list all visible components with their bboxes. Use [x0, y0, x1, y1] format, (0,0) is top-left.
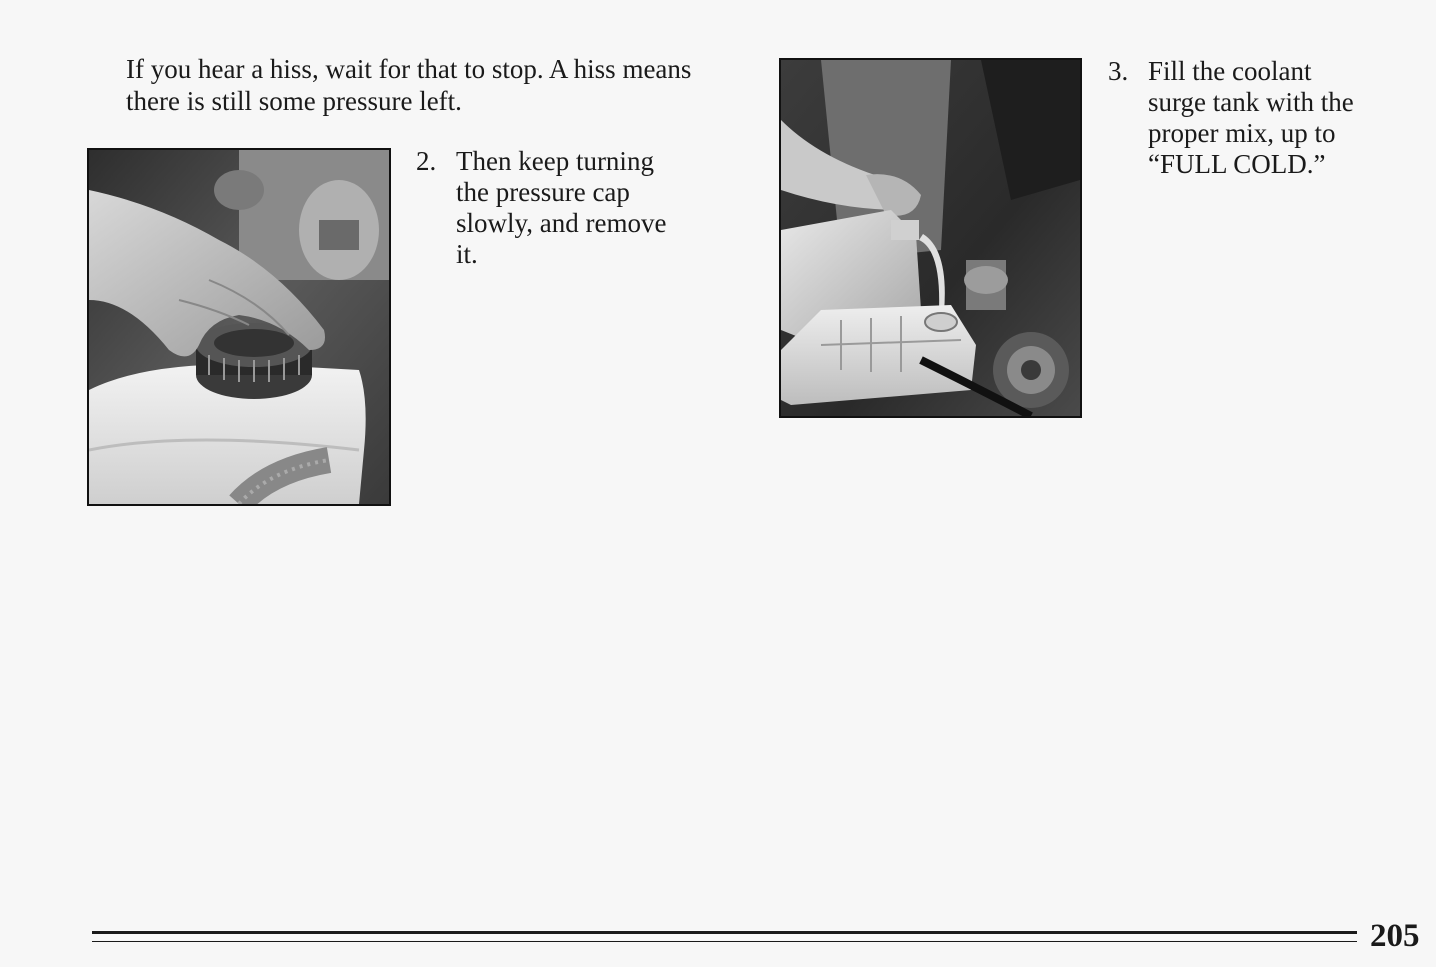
intro-paragraph: If you hear a hiss, wait for that to stop. A hiss means there is still some pressure left.	[126, 54, 692, 116]
fill-coolant-photo	[779, 58, 1082, 418]
page-number: 205	[1370, 918, 1420, 954]
step-2	[416, 146, 716, 276]
step-3-number: 3.	[1108, 56, 1129, 86]
step-2-number: 2.	[416, 146, 437, 176]
step-3-text: Fill the coolant surge tank with the proper mix, up to “FULL COLD.”	[1148, 56, 1354, 179]
step-2-text: Then keep turning the pressure cap slowly, and remove it.	[456, 146, 667, 269]
footer-rule-thick	[92, 931, 1357, 934]
footer-rule-thin	[92, 941, 1357, 942]
pressure-cap-photo	[87, 148, 391, 506]
step-3	[1108, 56, 1408, 186]
